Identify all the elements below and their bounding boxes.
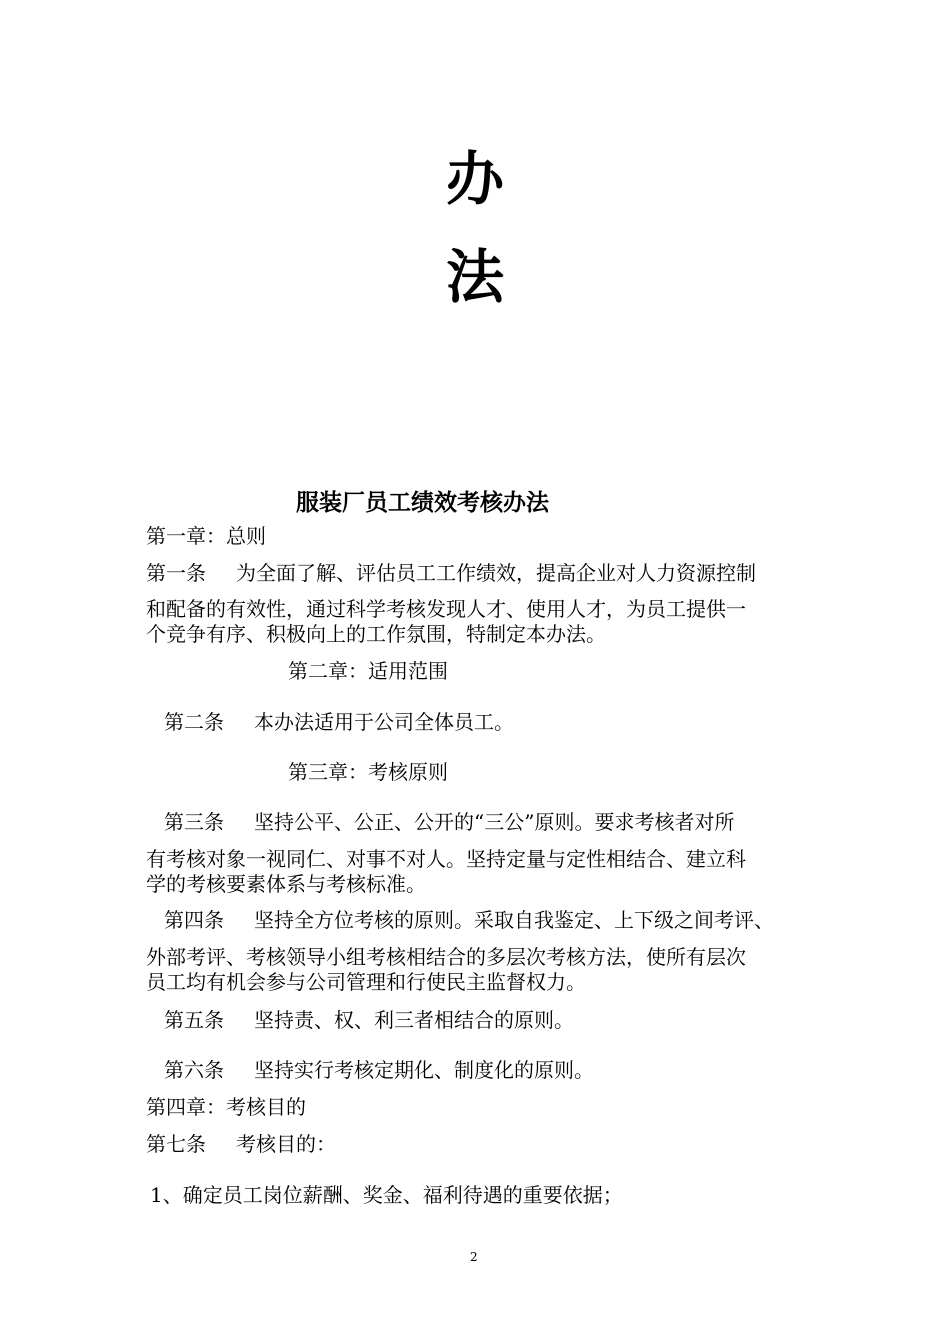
- article-2-line: [164, 712, 514, 732]
- article-2-label: 第二条: [164, 710, 224, 734]
- chapter-1-heading: 第一章：总则: [146, 524, 266, 548]
- article-4-line-1: [164, 910, 774, 930]
- chapter-2-heading: 第二章：适用范围: [288, 659, 448, 683]
- article-4-line-2: 外部考评、考核领导小组考核相结合的多层次考核方法，使所有层次: [146, 945, 746, 969]
- article-5-line: [164, 1010, 574, 1030]
- article-6-text: 坚持实行考核定期化、制度化的原则。: [254, 1058, 594, 1082]
- article-1-label: 第一条: [146, 561, 206, 585]
- cover-char-fa: 法: [446, 243, 505, 311]
- article-1-text-1: 为全面了解、评估员工工作绩效，提高企业对人力资源控制: [236, 561, 756, 585]
- article-4-label: 第四条: [164, 908, 224, 932]
- article-3-line-2: 有考核对象一视同仁、对事不对人。坚持定量与定性相结合、建立科: [146, 847, 746, 871]
- chapter-3-heading: 第三章：考核原则: [288, 760, 448, 784]
- article-2-text: 本办法适用于公司全体员工。: [254, 710, 514, 734]
- article-4-line-3: 员工均有机会参与公司管理和行使民主监督权力。: [146, 970, 586, 994]
- cover-char-ban: 办: [446, 145, 505, 213]
- article-7-line: [146, 1134, 336, 1154]
- article-1-line-2: 和配备的有效性，通过科学考核发现人才、使用人才，为员工提供一: [146, 597, 746, 621]
- article-6-line: [164, 1060, 594, 1080]
- chapter-4-heading: 第四章：考核目的: [146, 1095, 306, 1119]
- article-3-line-1: [164, 812, 734, 832]
- article-3-label: 第三条: [164, 810, 224, 834]
- page-number: 2: [470, 1250, 478, 1264]
- article-3-line-3: 学的考核要素体系与考核标准。: [146, 872, 426, 896]
- article-1-line-3: 个竞争有序、积极向上的工作氛围，特制定本办法。: [146, 622, 606, 646]
- article-7-text: 考核目的：: [236, 1132, 336, 1156]
- article-1-line-1: [146, 563, 756, 583]
- document-title: 服装厂员工绩效考核办法: [296, 490, 549, 516]
- list-item-1: 1、确定员工岗位薪酬、奖金、福利待遇的重要依据；: [150, 1183, 623, 1207]
- article-5-label: 第五条: [164, 1008, 224, 1032]
- article-6-label: 第六条: [164, 1058, 224, 1082]
- article-3-text-1: 坚持公平、公正、公开的“三公”原则。要求考核者对所: [254, 810, 735, 834]
- article-5-text: 坚持责、权、利三者相结合的原则。: [254, 1008, 574, 1032]
- article-7-label: 第七条: [146, 1132, 206, 1156]
- article-4-text-1: 坚持全方位考核的原则。采取自我鉴定、上下级之间考评、: [254, 908, 774, 932]
